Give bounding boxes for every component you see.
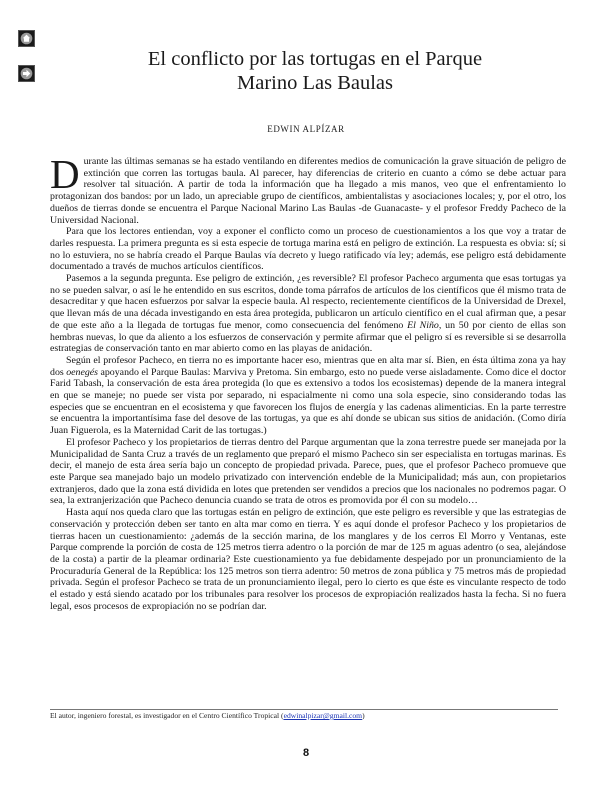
paragraph-3-part-b: , un 50 por ciento de ellas son hembras nuevas, lo que da aliento a los esfuerzos de conservación y permite afirmar que el peligro sí es reversible si se desarrolla estrategias de conservación tanto en mar abierto como en las playas de anidación. bbox=[50, 319, 566, 355]
paragraph-3-part-a: Pasemos a la segunda pregunta. Ese peligro de extinción, ¿es reversible? El profesor Pacheco argumenta que esas tortugas ya no se pueden salvar, o así le he entendido en sus escritos, donde toma párrafos de artículos de los científicos que él mismo trata de desacreditar y que hacen esfuerzos por salvar la especie baula. Al respecto, recientemente científicos de la Universidad de Drexel, que llevan más de una década investigando en esta área protegida, publicaron un artículo científico en el cual afirman que, a pesar de que este año a la llegada de tortugas fue menor, como consecuencia del fenómeno bbox=[50, 273, 566, 331]
next-page-button[interactable] bbox=[18, 65, 35, 82]
paragraph-2: Para que los lectores entiendan, voy a exponer el conflicto como un proceso de cuestionamientos a los que voy a tratar de darles respuesta. La primera pregunta es si esta especie de tortuga marina está en peligro de extinción. La respuesta es obvia: sí; si no lo estuviera, no se habría creado el Parque Baulas vía decreto y luego ratificado vía ley; además, ese peligro está debidamente documentado a través de muchos artículos científicos. bbox=[50, 226, 566, 273]
author-email-link[interactable]: edwinalpizar@gmail.com bbox=[283, 711, 363, 720]
title-line-1: El conflicto por las tortugas en el Parque bbox=[147, 48, 483, 70]
footnote-close: ) bbox=[362, 711, 365, 720]
article-title bbox=[60, 47, 570, 95]
paragraph-1-text: urante las últimas semanas se ha estado ventilando en diferentes medios de comunicación la grave situación de peligro de extinción que corren las tortugas baula. Al parecer, hay diferencias de criterio en cuanto a cómo se debe actuar para resolver tal situación. A partir de toda la información que ha llegado a mis manos, veo que el enfrentamiento lo protagonizan dos bandos: por un lado, un apreciable grupo de científicos, ambientalistas y asociaciones locales; y, por el otro, los dueños de tierras donde se encuentra el Parque Nacional Marino Las Baulas -de Guanacaste- y el profesor Freddy Pacheco de la Universidad Nacional. bbox=[50, 156, 566, 226]
paragraph-5: El profesor Pacheco y los propietarios de tierras dentro del Parque argumentan que la zona terrestre puede ser manejada por la Municipalidad de Santa Cruz a través de un reglamento que preparó el mismo Pacheco sin ser especialista en tortugas marinas. Es decir, el manejo de esta área sería bajo un concepto de propiedad privada. Parece, pues, que el profesor Pacheco promueve que este Parque sea manejado bajo un modelo privatizado con intervención endeble de la Municipalidad; más aun, con propietarios extranjeros, dado que la zona está dividida en lotes que pretenden ser vendidos a precios que los nacionales no podremos pagar. O sea, la extranjerización que Pacheco denuncia cuando se trata de otros es promovida por él con su modelo… bbox=[50, 436, 566, 507]
paragraph-4-part-a: Según el profesor Pacheco, en tierra no es importante hacer eso, mientras que en alta mar sí. Bien, en ésta última zona ya hay dos bbox=[50, 354, 566, 378]
page-number: 8 bbox=[302, 747, 310, 759]
paragraph-6: Hasta aquí nos queda claro que las tortugas están en peligro de extinción, que este peligro es reversible y que las estrategias de conservación y protección deben ser tanto en alta mar como en tierra. Y es aquí donde el profesor Pacheco y los propietarios de tierras hacen un cuestionamiento: ¿además de la sección marina, de los manglares y de los cerros El Morro y Ventanas, este Parque comprende la porción de costa de 125 metros tierra adentro o la porción de mar de 125 m aguas adentro (o sea, alejándose de la costa) a partir de la pleamar ordinaria? Este cuestionamiento ya fue debidamente despejado por un pronunciamiento de la Procuraduría General de la República: los 125 metros son tierra adentro: 50 metros de zona pública y 75 metros más de propiedad privada. Según el profesor Pacheco se trata de un pronunciamiento ilegal, pero lo cierto es que éste es vinculante respecto de todo el estado y está siendo acatado por los tribunales para resolver los procesos de expropiación realizados hasta la fecha. Si no fuera legal, esos procesos de expropiación no se podrían dar. bbox=[50, 507, 566, 612]
title-line-2: Marino Las Baulas bbox=[237, 72, 393, 94]
paragraph-4-emphasis: oenegés bbox=[66, 366, 99, 378]
article-body bbox=[50, 151, 567, 612]
footnote bbox=[50, 711, 365, 720]
author-byline: EDWIN ALPÍZAR bbox=[267, 124, 345, 134]
drop-cap: D bbox=[50, 151, 80, 197]
home-icon bbox=[20, 32, 33, 45]
paragraph-4 bbox=[50, 355, 566, 437]
paragraph-3-emphasis: El Niño bbox=[407, 319, 439, 331]
paragraph-3 bbox=[50, 273, 566, 355]
footnote-divider bbox=[50, 709, 558, 710]
footnote-text: El autor, ingeniero forestal, es investigador en el Centro Científico Tropical ( bbox=[50, 711, 284, 720]
home-button[interactable] bbox=[18, 30, 35, 47]
paragraph-1 bbox=[50, 151, 566, 226]
paragraph-4-part-b: apoyando el Parque Baulas: Marviva y Pretoma. Sin embargo, esto no puede verse aisladamente. Como dice el doctor Farid Tabash, la conservación de esta área protegida (lo que es extensivo a todos los ecosistemas) depende de la manera integral en que se maneje; no puede ser vista por separado, ni espacialmente ni como una sola especie, sino considerando todas las especies que se encuentran en el ecosistema y que favorecen los flujos de energía y las cadenas alimenticias. En la parte terrestre se encuentra la importantísima fase del desove de las tortugas, ya que es ahí donde se ubican sus sitios de anidación. (Como diría Juan Figuerola, es la Maternidad Carit de las tortugas.) bbox=[50, 366, 567, 437]
arrow-right-icon bbox=[20, 67, 33, 80]
